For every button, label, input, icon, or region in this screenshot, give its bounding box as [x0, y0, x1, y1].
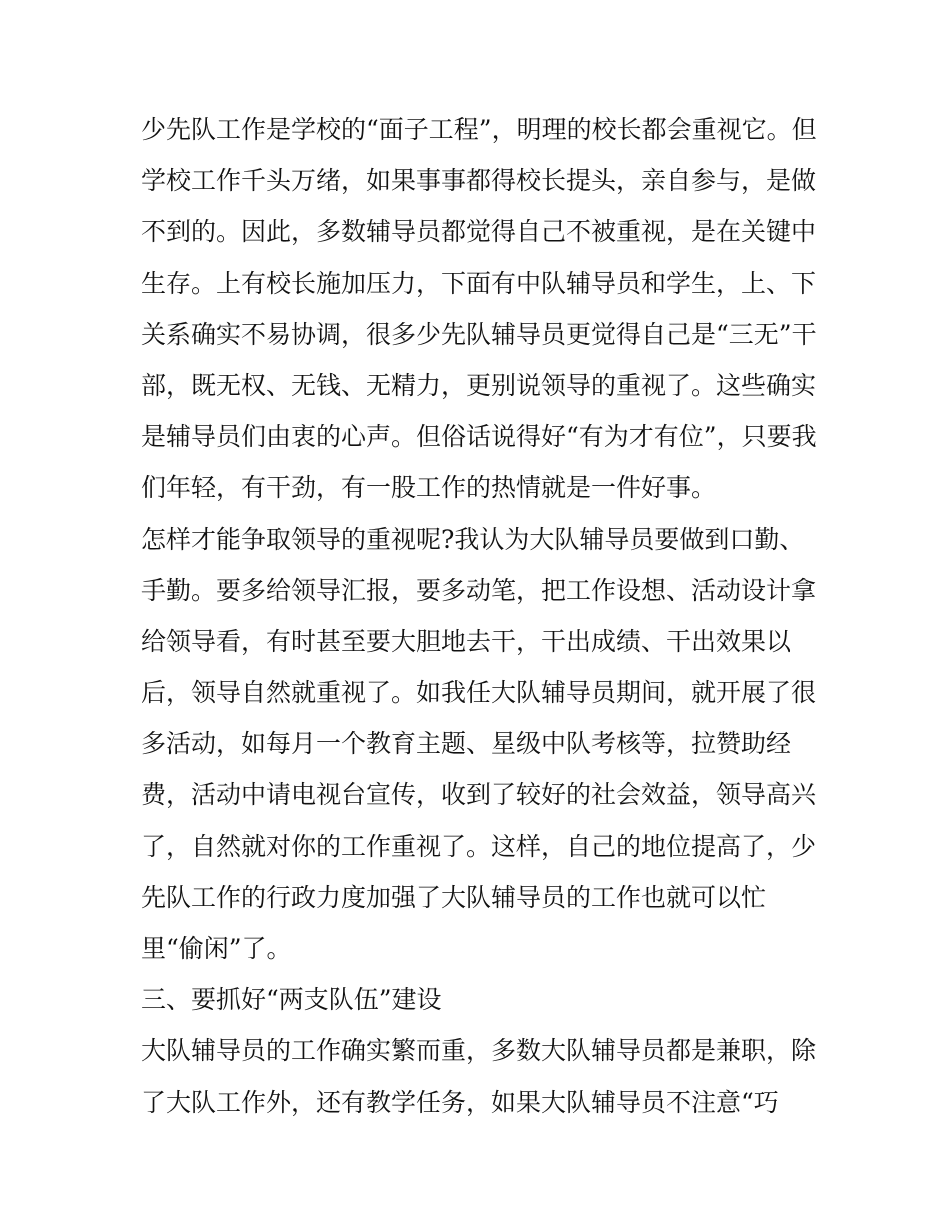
text-line: 们年轻，有干劲，有一股工作的热情就是一件好事。 [141, 473, 717, 503]
text-line: 给领导看，有时甚至要大胆地去干，干出成绩、干出效果以 [141, 626, 792, 656]
text-line: 关系确实不易协调，很多少先队辅导员更觉得自己是“三无”干 [141, 319, 817, 349]
text-line: 先队工作的行政力度加强了大队辅导员的工作也就可以忙 [141, 882, 767, 912]
section-heading: 三、要抓好“两支队伍”建设 [141, 985, 442, 1015]
text-line: 多活动，如每月一个教育主题、星级中队考核等，拉赞助经 [141, 729, 792, 759]
text-line: 费，活动中请电视台宣传，收到了较好的社会效益，领导高兴 [141, 780, 817, 810]
text-line: 是辅导员们由衷的心声。但俗话说得好“有为才有位”，只要我 [141, 422, 817, 452]
text-line: 大队辅导员的工作确实繁而重，多数大队辅导员都是兼职，除 [141, 1036, 817, 1066]
text-line: 部，既无权、无钱、无精力，更别说领导的重视了。这些确实 [141, 370, 817, 400]
text-line: 了，自然就对你的工作重视了。这样，自己的地位提高了，少 [141, 831, 817, 861]
text-line: 少先队工作是学校的“面子工程”，明理的校长都会重视它。但 [141, 115, 817, 144]
text-line: 了大队工作外，还有教学任务，如果大队辅导员不注意“巧 [141, 1087, 779, 1117]
text-line: 不到的。因此，多数辅导员都觉得自己不被重视，是在关键中 [141, 217, 817, 247]
body-text [141, 104, 821, 1128]
text-line: 手勤。要多给领导汇报，要多动笔，把工作设想、活动设计拿 [141, 575, 817, 605]
text-line: 生存。上有校长施加压力，下面有中队辅导员和学生，上、下 [141, 268, 817, 298]
text-line: 后，领导自然就重视了。如我任大队辅导员期间，就开展了很 [141, 678, 817, 708]
text-line: 里“偷闲”了。 [141, 934, 292, 963]
text-line: 学校工作千头万绪，如果事事都得校长提头，亲自参与，是做 [141, 166, 817, 196]
text-line: 怎样才能争取领导的重视呢?我认为大队辅导员要做到口勤、 [141, 524, 805, 554]
